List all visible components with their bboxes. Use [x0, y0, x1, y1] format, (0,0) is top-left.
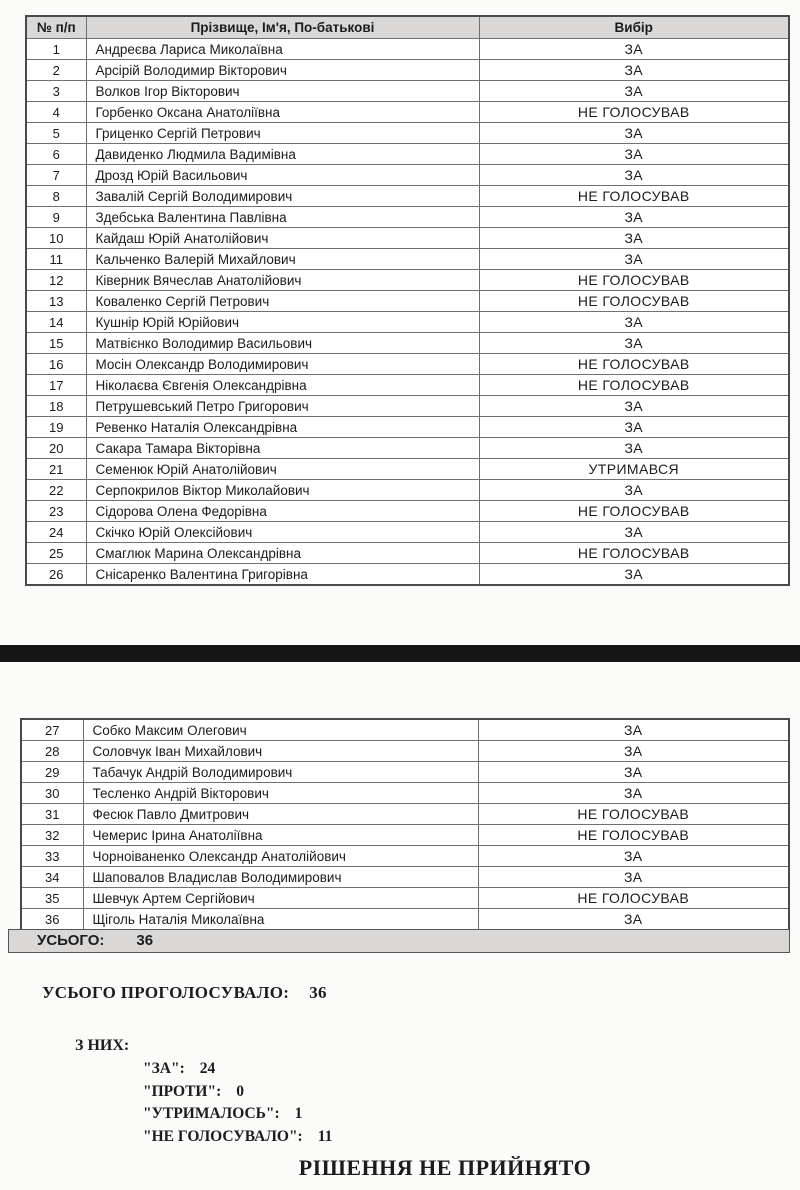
table-row [26, 186, 789, 207]
table-row [26, 81, 789, 102]
table-row [21, 741, 789, 762]
page-break-bar [0, 645, 800, 662]
row-number: 3 [26, 81, 86, 102]
row-vote: ЗА [479, 165, 789, 186]
row-vote: ЗА [479, 39, 789, 60]
breakdown-line-proty: "ПРОТИ": 0 [143, 1082, 245, 1100]
summary-voted-line [42, 983, 327, 1003]
breakdown-line-za: "ЗА": 24 [143, 1060, 216, 1077]
row-vote: ЗА [478, 762, 789, 783]
vote-table-part1 [25, 15, 790, 586]
row-vote: НЕ ГОЛОСУВАВ [478, 825, 789, 846]
table-header-row [26, 16, 789, 39]
table-row [26, 438, 789, 459]
table-row [26, 459, 789, 480]
vote-breakdown [143, 1058, 332, 1148]
row-name: Горбенко Оксана Анатоліївна [86, 102, 479, 123]
row-number: 22 [26, 480, 86, 501]
summary-voted-value: 36 [309, 983, 327, 1002]
row-name: Арсірій Володимир Вікторович [86, 60, 479, 81]
row-number: 26 [26, 564, 86, 586]
row-name: Табачук Андрій Володимирович [83, 762, 478, 783]
row-vote: ЗА [479, 312, 789, 333]
table-row [26, 123, 789, 144]
row-name: Скічко Юрій Олексійович [86, 522, 479, 543]
table-row [26, 564, 789, 586]
table-row [21, 888, 789, 909]
row-number: 7 [26, 165, 86, 186]
table-row [21, 846, 789, 867]
row-vote: НЕ ГОЛОСУВАВ [479, 291, 789, 312]
row-number: 9 [26, 207, 86, 228]
row-vote: ЗА [478, 846, 789, 867]
table-row [21, 825, 789, 846]
total-label: УСЬОГО: [37, 932, 105, 949]
row-vote: НЕ ГОЛОСУВАВ [478, 804, 789, 825]
row-vote: ЗА [478, 909, 789, 931]
row-vote: ЗА [478, 783, 789, 804]
row-name: Здебська Валентина Павлівна [86, 207, 479, 228]
row-vote: НЕ ГОЛОСУВАВ [479, 501, 789, 522]
decision-text: РІШЕННЯ НЕ ПРИЙНЯТО [298, 1155, 592, 1180]
table-row [26, 39, 789, 60]
total-value: 36 [136, 932, 154, 949]
row-name: Чорноіваненко Олександр Анатолійович [83, 846, 478, 867]
row-number: 23 [26, 501, 86, 522]
row-name: Андреєва Лариса Миколаївна [86, 39, 479, 60]
table-row [26, 396, 789, 417]
row-vote: ЗА [478, 867, 789, 888]
row-number: 34 [21, 867, 83, 888]
row-name: Ківерник Вячеслав Анатолійович [86, 270, 479, 291]
table-row [21, 804, 789, 825]
row-name: Чемерис Ірина Анатоліївна [83, 825, 478, 846]
row-name: Сідорова Олена Федорівна [86, 501, 479, 522]
row-number: 32 [21, 825, 83, 846]
table-row [26, 207, 789, 228]
row-name: Кушнір Юрій Юрійович [86, 312, 479, 333]
row-vote: ЗА [479, 333, 789, 354]
row-name: Фесюк Павло Дмитрович [83, 804, 478, 825]
table-row [26, 249, 789, 270]
table-row [26, 165, 789, 186]
row-name: Мосін Олександр Володимирович [86, 354, 479, 375]
row-vote: ЗА [479, 396, 789, 417]
row-vote: ЗА [479, 60, 789, 81]
row-name: Матвієнко Володимир Васильович [86, 333, 479, 354]
table-row [21, 762, 789, 783]
row-number: 20 [26, 438, 86, 459]
breakdown-line-utrymalos: "УТРИМАЛОСЬ": 1 [143, 1105, 303, 1122]
row-name: Тесленко Андрій Вікторович [83, 783, 478, 804]
row-number: 10 [26, 228, 86, 249]
table-row [26, 312, 789, 333]
header-choice: Вибір [479, 16, 789, 39]
row-name: Кайдаш Юрій Анатолійович [86, 228, 479, 249]
row-name: Завалій Сергій Володимирович [86, 186, 479, 207]
row-vote: ЗА [479, 207, 789, 228]
row-name: Сакара Тамара Вікторівна [86, 438, 479, 459]
row-name: Дрозд Юрій Васильович [86, 165, 479, 186]
table-row [26, 291, 789, 312]
row-number: 35 [21, 888, 83, 909]
row-number: 2 [26, 60, 86, 81]
row-number: 31 [21, 804, 83, 825]
row-vote: ЗА [479, 438, 789, 459]
row-name: Семенюк Юрій Анатолійович [86, 459, 479, 480]
table-row [26, 522, 789, 543]
row-name: Серпокрилов Віктор Миколайович [86, 480, 479, 501]
row-vote: НЕ ГОЛОСУВАВ [479, 354, 789, 375]
row-vote: ЗА [479, 417, 789, 438]
row-number: 36 [21, 909, 83, 931]
total-row [8, 929, 790, 953]
table-row [26, 543, 789, 564]
vote-table-part2 [20, 718, 790, 931]
row-number: 27 [21, 719, 83, 741]
row-number: 18 [26, 396, 86, 417]
table-row [21, 783, 789, 804]
row-name: Щіголь Наталія Миколаївна [83, 909, 478, 931]
row-name: Ніколаєва Євгенія Олександрівна [86, 375, 479, 396]
header-fullname: Прізвище, Ім'я, По-батькові [86, 16, 479, 39]
table-row [26, 354, 789, 375]
row-number: 16 [26, 354, 86, 375]
row-number: 17 [26, 375, 86, 396]
row-number: 4 [26, 102, 86, 123]
row-vote: НЕ ГОЛОСУВАВ [479, 186, 789, 207]
row-vote: НЕ ГОЛОСУВАВ [479, 543, 789, 564]
row-name: Гриценко Сергій Петрович [86, 123, 479, 144]
row-number: 14 [26, 312, 86, 333]
table-row [26, 375, 789, 396]
table-row [21, 909, 789, 931]
table-row [26, 480, 789, 501]
row-name: Соловчук Іван Михайлович [83, 741, 478, 762]
row-vote: УТРИМАВСЯ [479, 459, 789, 480]
row-number: 6 [26, 144, 86, 165]
table-row [26, 60, 789, 81]
row-number: 11 [26, 249, 86, 270]
table-row [21, 867, 789, 888]
table-row [26, 228, 789, 249]
row-vote: ЗА [479, 564, 789, 586]
table-row [26, 417, 789, 438]
row-vote: ЗА [479, 123, 789, 144]
row-name: Ревенко Наталія Олександрівна [86, 417, 479, 438]
row-vote: ЗА [479, 228, 789, 249]
row-number: 12 [26, 270, 86, 291]
row-number: 30 [21, 783, 83, 804]
row-number: 19 [26, 417, 86, 438]
table-row [26, 102, 789, 123]
row-number: 1 [26, 39, 86, 60]
row-vote: ЗА [478, 719, 789, 741]
row-vote: НЕ ГОЛОСУВАВ [479, 375, 789, 396]
row-name: Петрушевський Петро Григорович [86, 396, 479, 417]
row-name: Шаповалов Владислав Володимирович [83, 867, 478, 888]
table-row [26, 501, 789, 522]
row-name: Шевчук Артем Сергійович [83, 888, 478, 909]
row-vote: ЗА [478, 741, 789, 762]
row-name: Волков Ігор Вікторович [86, 81, 479, 102]
row-vote: НЕ ГОЛОСУВАВ [479, 270, 789, 291]
row-vote: НЕ ГОЛОСУВАВ [479, 102, 789, 123]
row-number: 24 [26, 522, 86, 543]
row-number: 33 [21, 846, 83, 867]
row-vote: ЗА [479, 81, 789, 102]
row-number: 21 [26, 459, 86, 480]
header-number: № п/п [26, 16, 86, 39]
row-name: Собко Максим Олегович [83, 719, 478, 741]
row-number: 15 [26, 333, 86, 354]
row-vote: ЗА [479, 480, 789, 501]
row-number: 28 [21, 741, 83, 762]
row-vote: ЗА [479, 144, 789, 165]
row-name: Давиденко Людмила Вадимівна [86, 144, 479, 165]
row-vote: НЕ ГОЛОСУВАВ [478, 888, 789, 909]
row-number: 25 [26, 543, 86, 564]
row-name: Снісаренко Валентина Григорівна [86, 564, 479, 586]
row-number: 8 [26, 186, 86, 207]
row-name: Кальченко Валерій Михайлович [86, 249, 479, 270]
row-name: Коваленко Сергій Петрович [86, 291, 479, 312]
row-number: 5 [26, 123, 86, 144]
table-row [21, 719, 789, 741]
table-row [26, 333, 789, 354]
row-name: Смаглюк Марина Олександрівна [86, 543, 479, 564]
breakdown-line-ne-holosuvalo: "НЕ ГОЛОСУВАЛО": 11 [143, 1127, 333, 1145]
table-row [26, 270, 789, 291]
summary-voted-label: УСЬОГО ПРОГОЛОСУВАЛО: [42, 983, 290, 1002]
row-vote: ЗА [479, 249, 789, 270]
row-number: 13 [26, 291, 86, 312]
row-number: 29 [21, 762, 83, 783]
row-vote: ЗА [479, 522, 789, 543]
table-row [26, 144, 789, 165]
of-them-label: З НИХ: [75, 1037, 130, 1054]
